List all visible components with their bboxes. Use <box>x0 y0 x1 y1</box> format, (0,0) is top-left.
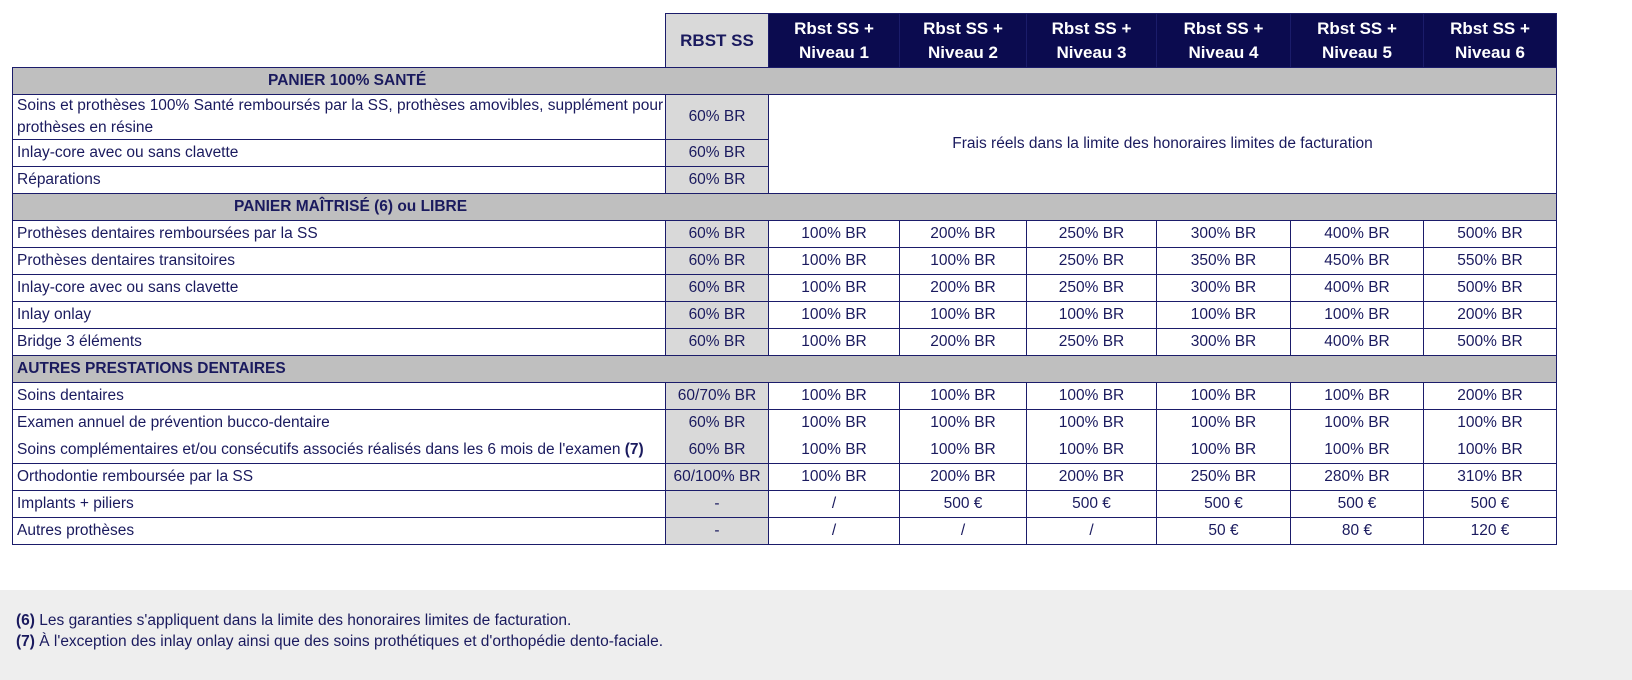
value-cell-level-3: 100% BR <box>1027 437 1157 464</box>
value-cell-level-2: 200% BR <box>900 275 1027 302</box>
row-label <box>13 437 666 464</box>
table-row <box>13 491 1557 518</box>
row-label-text: Soins dentaires <box>17 387 124 404</box>
value-cell-level-3: 100% BR <box>1027 383 1157 410</box>
value-cell-level-3: 250% BR <box>1027 329 1157 356</box>
value-cell-level-2: / <box>900 518 1027 545</box>
value-cell-level-2: 500 € <box>900 491 1027 518</box>
value-cell-level-2: 100% BR <box>900 410 1027 437</box>
section-title-text: PANIER MAÎTRISÉ (6) ou LIBRE <box>234 198 468 215</box>
value-cell-level-4: 100% BR <box>1157 383 1291 410</box>
value-cell-level-6: 200% BR <box>1424 302 1557 329</box>
value-cell-level-6: 120 € <box>1424 518 1557 545</box>
table-row <box>13 437 1557 464</box>
value-cell-level-5: 400% BR <box>1291 329 1424 356</box>
header-level-4: Rbst SS + Niveau 4 <box>1157 14 1291 68</box>
value-cell-level-5: 450% BR <box>1291 248 1424 275</box>
value-cell-level-4: 100% BR <box>1157 410 1291 437</box>
value-cell-level-1: / <box>769 491 900 518</box>
value-cell-level-5: 100% BR <box>1291 383 1424 410</box>
row-label-text: Inlay-core avec ou sans clavette <box>17 279 239 296</box>
value-cell-level-5: 280% BR <box>1291 464 1424 491</box>
rbst-cell: 60% BR <box>666 140 769 167</box>
table-row <box>13 410 1557 437</box>
value-cell-level-1: / <box>769 518 900 545</box>
value-cell-level-1: 100% BR <box>769 437 900 464</box>
rbst-cell: 60% BR <box>666 302 769 329</box>
section-title-text: AUTRES PRESTATIONS DENTAIRES <box>17 360 286 377</box>
row-label-text: Prothèses dentaires remboursées par la SS <box>17 225 318 242</box>
header-level-3: Rbst SS + Niveau 3 <box>1027 14 1157 68</box>
row-label <box>13 221 666 248</box>
row-label <box>13 464 666 491</box>
value-cell-level-3: 100% BR <box>1027 410 1157 437</box>
row-label-text: Orthodontie remboursée par la SS <box>17 468 254 485</box>
value-cell-level-6: 500% BR <box>1424 275 1557 302</box>
value-cell-level-2: 200% BR <box>900 464 1027 491</box>
section-title-panier100 <box>13 68 1557 95</box>
value-cell-level-3: 100% BR <box>1027 302 1157 329</box>
value-cell-level-1: 100% BR <box>769 248 900 275</box>
rbst-cell: 60% BR <box>666 410 769 437</box>
footnote-6: (6) Les garanties s'appliquent dans la limite des honoraires limites de facturation. <box>16 612 572 629</box>
value-cell-level-6: 500% BR <box>1424 329 1557 356</box>
rbst-cell: 60/100% BR <box>666 464 769 491</box>
table-row <box>13 383 1557 410</box>
value-cell-level-6: 500% BR <box>1424 221 1557 248</box>
footnotes <box>0 590 1632 680</box>
rbst-cell: 60% BR <box>666 248 769 275</box>
table-row <box>13 302 1557 329</box>
row-label-text: Prothèses dentaires transitoires <box>17 252 235 269</box>
rbst-cell: 60% BR <box>666 221 769 248</box>
row-label: Soins et prothèses 100% Santé remboursés par la SS, prothèses amovibles, supplément pour prothèses en résine <box>13 95 666 140</box>
row-label: Réparations <box>13 167 666 194</box>
value-cell-level-2: 100% BR <box>900 383 1027 410</box>
header-row <box>13 14 1557 68</box>
value-cell-level-2: 200% BR <box>900 329 1027 356</box>
value-cell-level-5: 400% BR <box>1291 275 1424 302</box>
value-cell-level-5: 100% BR <box>1291 410 1424 437</box>
value-cell-level-2: 100% BR <box>900 248 1027 275</box>
section-title-panierMaitrise <box>13 194 1557 221</box>
merged-frais-reels: Frais réels dans la limite des honoraires limites de facturation <box>769 95 1557 194</box>
value-cell-level-1: 100% BR <box>769 302 900 329</box>
value-cell-level-1: 100% BR <box>769 221 900 248</box>
value-cell-level-3: 500 € <box>1027 491 1157 518</box>
table-row <box>13 221 1557 248</box>
row-label-text: Autres prothèses <box>17 522 135 539</box>
value-cell-level-4: 300% BR <box>1157 221 1291 248</box>
value-cell-level-1: 100% BR <box>769 383 900 410</box>
value-cell-level-6: 100% BR <box>1424 437 1557 464</box>
value-cell-level-3: 250% BR <box>1027 248 1157 275</box>
value-cell-level-3: 200% BR <box>1027 464 1157 491</box>
row-label-ref: (7) <box>624 440 644 458</box>
rbst-cell: 60% BR <box>666 437 769 464</box>
value-cell-level-4: 100% BR <box>1157 302 1291 329</box>
value-cell-level-4: 500 € <box>1157 491 1291 518</box>
value-cell-level-1: 100% BR <box>769 410 900 437</box>
row-label: Inlay-core avec ou sans clavette <box>13 140 666 167</box>
header-level-1: Rbst SS + Niveau 1 <box>769 14 900 68</box>
row-label <box>13 518 666 545</box>
value-cell-level-1: 100% BR <box>769 329 900 356</box>
value-cell-level-5: 100% BR <box>1291 302 1424 329</box>
header-level-6: Rbst SS + Niveau 6 <box>1424 14 1557 68</box>
value-cell-level-5: 400% BR <box>1291 221 1424 248</box>
row-label-text: Soins complémentaires et/ou consécutifs associés réalisés dans les 6 mois de l'examen <box>17 440 621 458</box>
value-cell-level-6: 100% BR <box>1424 410 1557 437</box>
value-cell-level-3: 250% BR <box>1027 221 1157 248</box>
rbst-cell: - <box>666 491 769 518</box>
value-cell-level-4: 300% BR <box>1157 329 1291 356</box>
table-row <box>13 248 1557 275</box>
value-cell-level-2: 200% BR <box>900 221 1027 248</box>
value-cell-level-5: 500 € <box>1291 491 1424 518</box>
rbst-cell: - <box>666 518 769 545</box>
header-level-2: Rbst SS + Niveau 2 <box>900 14 1027 68</box>
guarantee-table <box>12 13 1557 545</box>
row-label <box>13 383 666 410</box>
header-empty-cell <box>13 14 666 68</box>
value-cell-level-1: 100% BR <box>769 464 900 491</box>
row-label-text: Inlay onlay <box>17 306 92 323</box>
table-row <box>13 329 1557 356</box>
row-label-text: Implants + piliers <box>17 495 134 512</box>
section-title-autres <box>13 356 1557 383</box>
value-cell-level-4: 50 € <box>1157 518 1291 545</box>
value-cell-level-4: 100% BR <box>1157 437 1291 464</box>
row-label <box>13 329 666 356</box>
table-row <box>13 275 1557 302</box>
value-cell-level-6: 310% BR <box>1424 464 1557 491</box>
header-rbst-ss: RBST SS <box>666 14 769 68</box>
value-cell-level-3: / <box>1027 518 1157 545</box>
value-cell-level-4: 250% BR <box>1157 464 1291 491</box>
value-cell-level-3: 250% BR <box>1027 275 1157 302</box>
row-label <box>13 248 666 275</box>
rbst-cell: 60% BR <box>666 329 769 356</box>
section-row <box>13 68 1557 95</box>
row-label <box>13 410 666 437</box>
section-row <box>13 356 1557 383</box>
value-cell-level-5: 80 € <box>1291 518 1424 545</box>
table-row <box>13 95 1557 140</box>
value-cell-level-4: 300% BR <box>1157 275 1291 302</box>
section-row <box>13 194 1557 221</box>
footnote-7: (7) À l'exception des inlay onlay ainsi que des soins prothétiques et d'orthopédie dento-faciale. <box>16 633 664 650</box>
rbst-cell: 60% BR <box>666 275 769 302</box>
value-cell-level-1: 100% BR <box>769 275 900 302</box>
value-cell-level-5: 100% BR <box>1291 437 1424 464</box>
value-cell-level-6: 200% BR <box>1424 383 1557 410</box>
value-cell-level-2: 100% BR <box>900 437 1027 464</box>
rbst-cell: 60% BR <box>666 95 769 140</box>
value-cell-level-4: 350% BR <box>1157 248 1291 275</box>
row-label <box>13 302 666 329</box>
table-row <box>13 518 1557 545</box>
rbst-cell: 60/70% BR <box>666 383 769 410</box>
section-title-text: PANIER 100% SANTÉ <box>268 72 427 89</box>
row-label-text: Bridge 3 éléments <box>17 333 142 350</box>
value-cell-level-6: 500 € <box>1424 491 1557 518</box>
value-cell-level-6: 550% BR <box>1424 248 1557 275</box>
header-level-5: Rbst SS + Niveau 5 <box>1291 14 1424 68</box>
row-label-text: Examen annuel de prévention bucco-dentaire <box>17 414 330 432</box>
rbst-cell: 60% BR <box>666 167 769 194</box>
value-cell-level-2: 100% BR <box>900 302 1027 329</box>
table-row <box>13 464 1557 491</box>
row-label <box>13 275 666 302</box>
row-label <box>13 491 666 518</box>
